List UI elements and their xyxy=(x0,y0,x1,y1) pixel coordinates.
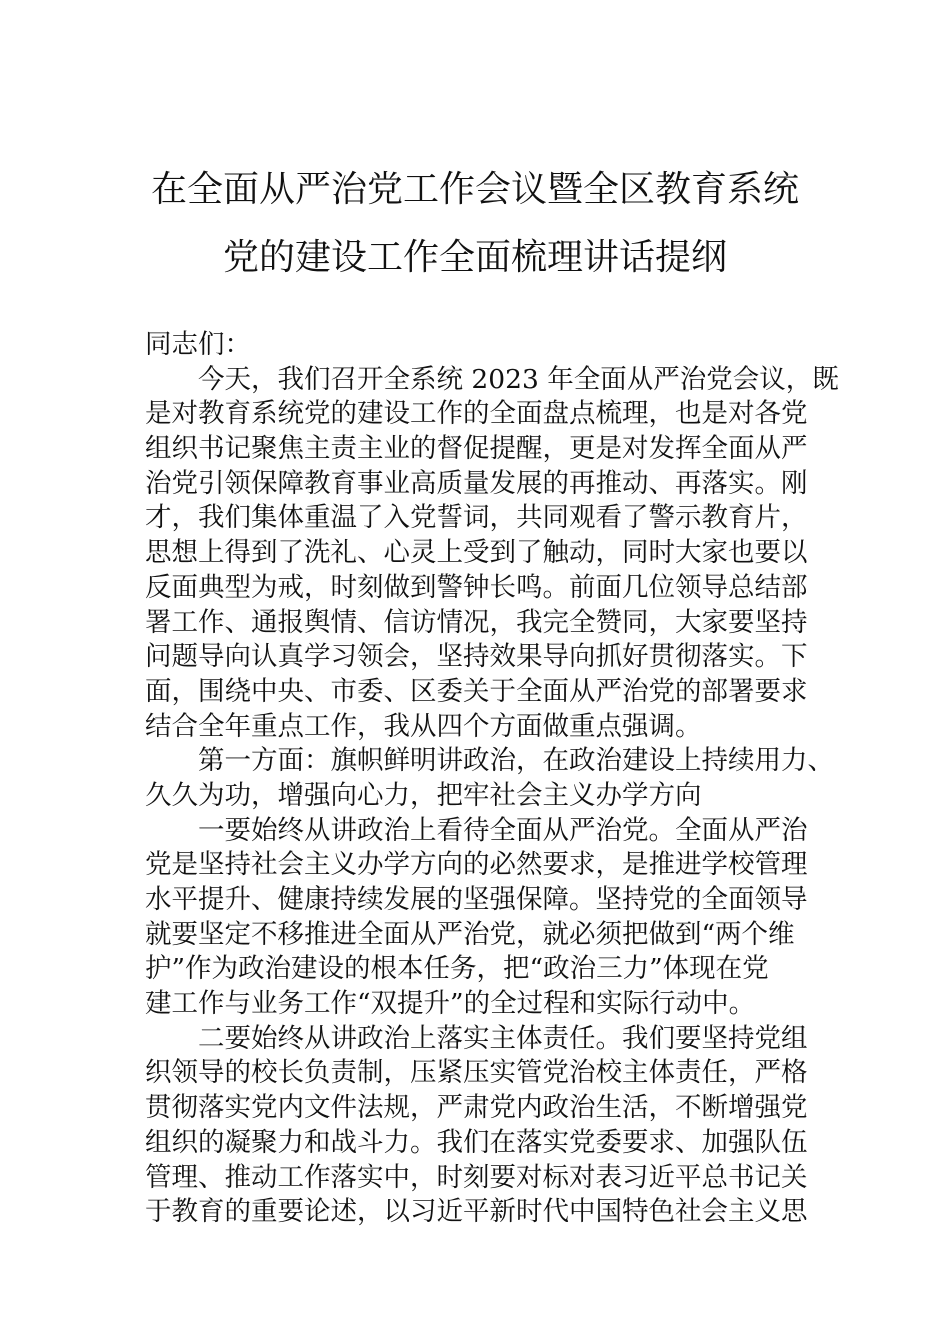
body-text-line: 建工作与业务工作“双提升”的全过程和实际行动中。 xyxy=(145,988,756,1020)
body-text-line: 问题导向认真学习领会，坚持效果导向抓好贯彻落实。下 xyxy=(145,641,808,673)
body-text-line: 治党引领保障教育事业高质量发展的再推动、再落实。刚 xyxy=(145,467,808,499)
body-text-line: 一要始终从讲政治上看待全面从严治党。全面从严治 xyxy=(198,814,808,846)
body-text-line: 反面典型为戒，时刻做到警钟长鸣。前面几位领导总结部 xyxy=(145,571,808,603)
body-text-line: 面，围绕中央、市委、区委关于全面从严治党的部署要求 xyxy=(145,675,808,707)
body-text-line: 党是坚持社会主义办学方向的必然要求，是推进学校管理 xyxy=(145,849,808,881)
body-text-line: 结合全年重点工作，我从四个方面做重点强调。 xyxy=(145,710,702,742)
document-title-line-1: 在全面从严治党工作会议暨全区教育系统 xyxy=(150,169,799,210)
body-text-line: 贯彻落实党内文件法规，严肃党内政治生活，不断增强党 xyxy=(145,1092,808,1124)
body-text-line: 第一方面：旗帜鲜明讲政治，在政治建设上持续用力、 xyxy=(198,745,834,777)
document-body xyxy=(145,328,839,1230)
body-text-line: 护”作为政治建设的根本任务，把“政治三力”体现在党 xyxy=(145,953,769,985)
body-text-line: 今天，我们召开全系统 2023 年全面从严治党会议，既 xyxy=(198,363,839,395)
salutation: 同志们： xyxy=(145,329,251,360)
body-text-line: 于教育的重要论述，以习近平新时代中国特色社会主义思 xyxy=(145,1196,808,1228)
body-text-line: 是对教育系统党的建设工作的全面盘点梳理，也是对各党 xyxy=(145,398,808,430)
body-text-line: 才，我们集体重温了入党誓词，共同观看了警示教育片， xyxy=(145,502,808,534)
body-text-line: 署工作、通报舆情、信访情况，我完全赞同，大家要坚持 xyxy=(145,606,808,638)
body-text-line: 管理、推动工作落实中，时刻要对标对表习近平总书记关 xyxy=(145,1161,808,1193)
body-text-line: 组织书记聚焦主责主业的督促提醒，更是对发挥全面从严 xyxy=(145,433,808,465)
body-text-line: 二要始终从讲政治上落实主体责任。我们要坚持党组 xyxy=(198,1022,808,1054)
body-text-line: 久久为功，增强向心力，把牢社会主义办学方向 xyxy=(145,779,702,811)
body-text-line: 水平提升、健康持续发展的坚强保障。坚持党的全面领导 xyxy=(145,884,808,915)
body-text-line: 组织的凝聚力和战斗力。我们在落实党委要求、加强队伍 xyxy=(145,1126,808,1158)
body-text-line: 织领导的校长负责制，压紧压实管党治校主体责任，严格 xyxy=(145,1057,808,1089)
body-text-line: 就要坚定不移推进全面从严治党，就必须把做到“两个维 xyxy=(145,918,795,950)
body-text-line: 思想上得到了洗礼、心灵上受到了触动，同时大家也要以 xyxy=(145,537,808,569)
document-title-line-2: 党的建设工作全面梳理讲话提纲 xyxy=(222,237,727,278)
